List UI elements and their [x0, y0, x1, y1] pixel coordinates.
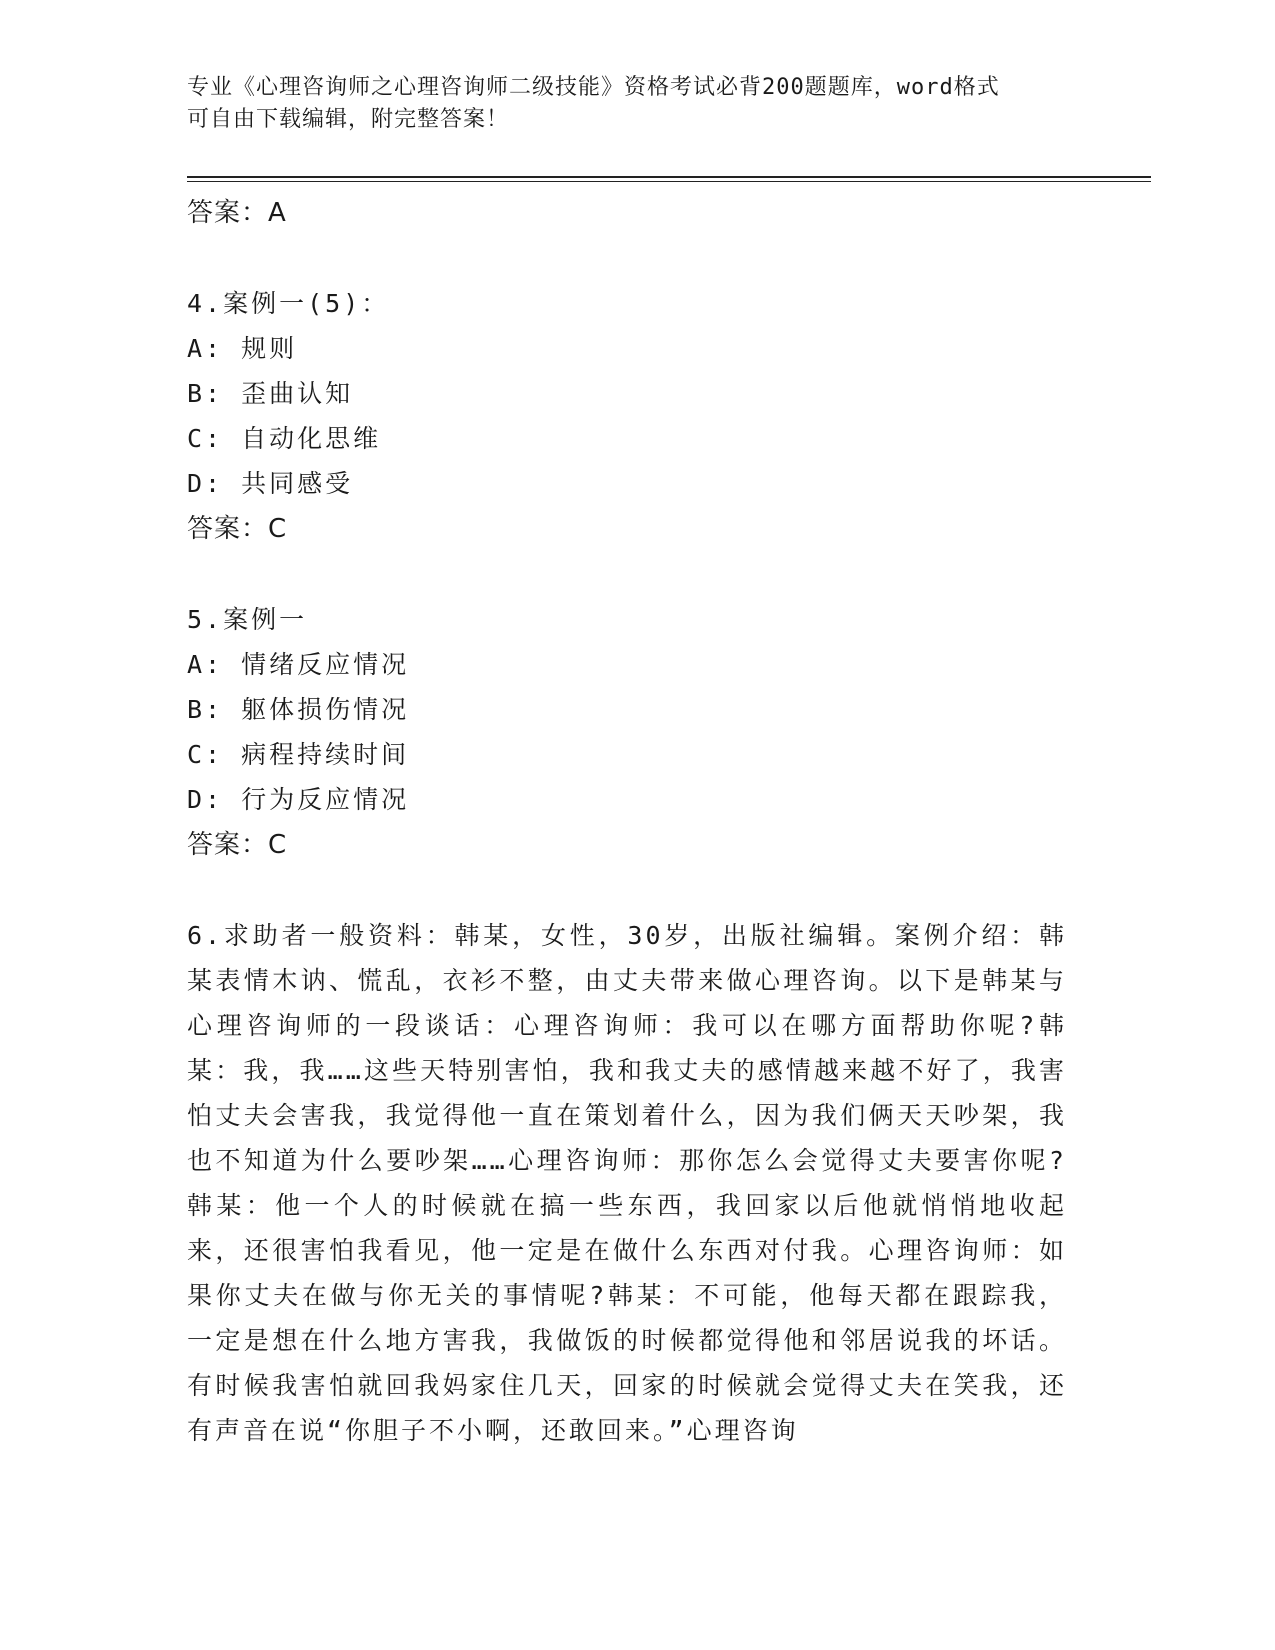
option-a: A: 情绪反应情况: [187, 650, 410, 679]
question-text: 6.求助者一般资料：韩某，女性，30岁，出版社编辑。案例介绍：韩某表情木讷、慌乱，衣衫不整，由丈夫带来做心理咨询。以下是韩某与心理咨询师的一段谈话：心理咨询师：我可以在哪方面帮助你呢?韩某：我，我……这些天特别害怕，我和我丈夫的感情越来越不好了，我害怕丈夫会害我，我觉得他一直在策划着什么，因为我们俩天天吵架，我也不知道为什么要吵架……心理咨询师：那你怎么会觉得丈夫要害你呢?韩某：他一个人的时候就在搞一些东西，我回家以后他就悄悄地收起来，还很害怕我看见，他一定是在做什么东西对付我。心理咨询师：如果你丈夫在做与你无关的事情呢?韩某：不可能，他每天都在跟踪我，一定是想在什么地方害我，我做饭的时候都觉得他和邻居说我的坏话。有时候我害怕就回我妈家住几天，回家的时候就会觉得丈夫在笑我，还有声音在说“你胆子不小啊，还敢回来。”心理咨询: [187, 921, 1067, 1445]
previous-answer: 答案：A: [187, 198, 287, 228]
question-6: [187, 913, 1067, 1453]
question-title: 5.案例一: [187, 605, 308, 634]
option-c: C: 自动化思维: [187, 424, 382, 453]
question-title: 4.案例一(5)：: [187, 289, 390, 318]
question-4: [187, 281, 1067, 552]
document-body: [187, 190, 1067, 1453]
answer-line: 答案：C: [187, 514, 288, 544]
answer-line: 答案：C: [187, 830, 288, 860]
question-5: [187, 597, 1067, 868]
header-line-2: 可自由下载编辑，附完整答案！: [187, 107, 510, 132]
header-line-1: 专业《心理咨询师之心理咨询师二级技能》资格考试必背200题题库，word格式: [187, 75, 1000, 100]
option-b: B: 躯体损伤情况: [187, 695, 410, 724]
document-header: [187, 72, 1067, 136]
spacer: [187, 236, 1067, 281]
option-d: D: 行为反应情况: [187, 785, 410, 814]
header-divider-thin: [187, 181, 1151, 182]
spacer: [187, 552, 1067, 597]
spacer: [187, 868, 1067, 913]
header-divider-thick: [187, 176, 1151, 178]
option-a: A: 规则: [187, 334, 298, 363]
option-c: C: 病程持续时间: [187, 740, 410, 769]
option-d: D: 共同感受: [187, 469, 354, 498]
option-b: B: 歪曲认知: [187, 379, 354, 408]
